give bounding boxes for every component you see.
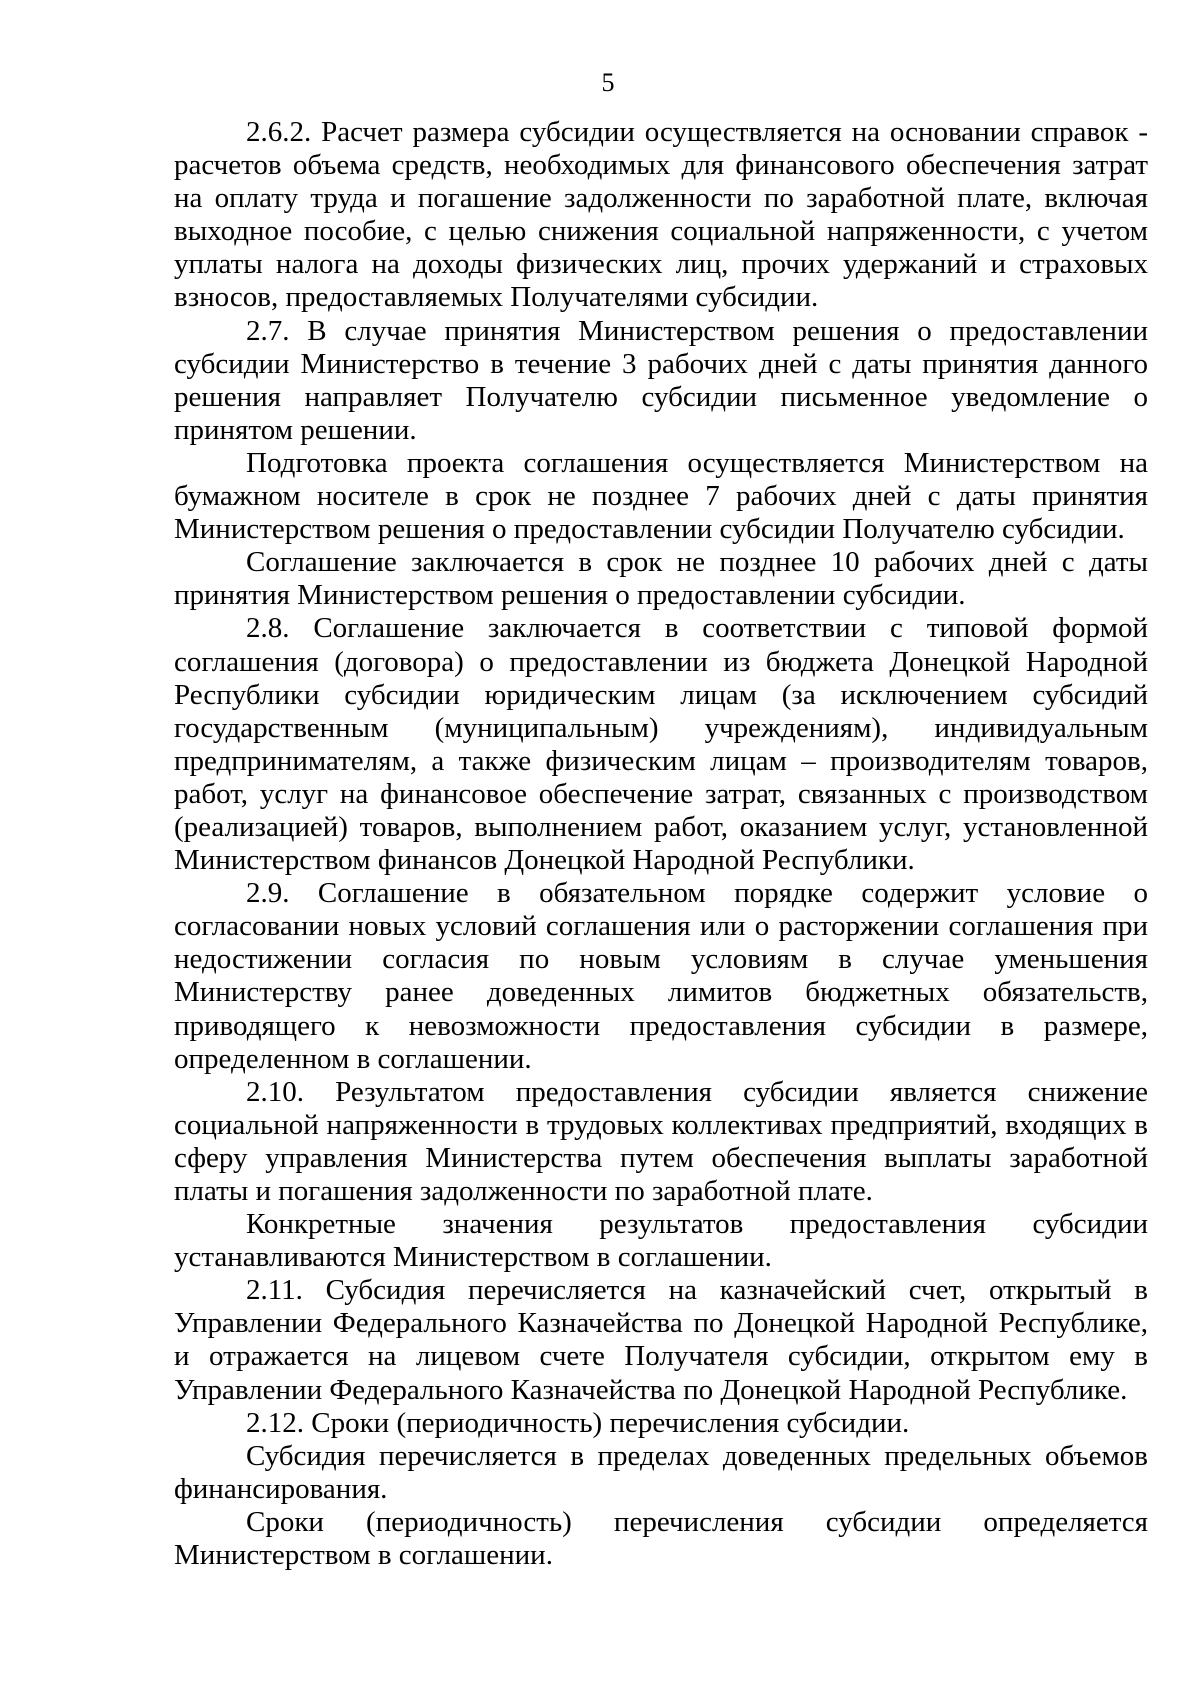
paragraph-result-values: Конкретные значения результатов предоставления субсидии устанавливаются Министерством в соглашении. <box>174 1208 1148 1274</box>
paragraph-2-7: 2.7. В случае принятия Министерством решения о предоставлении субсидии Министерство в течение 3 рабочих дней с даты принятия данного решения направляет Получателю субсидии письменное уведомление о принятом решении. <box>174 314 1148 446</box>
paragraph-2-11: 2.11. Субсидия перечисляется на казначейский счет, открытый в Управлении Федерального Казначейства по Донецкой Народной Республике, и отражается на лицевом счете Получателя субсидии, открытом ему в Управлении Федерального Казначейства по Донецкой Народной Республике. <box>174 1274 1148 1406</box>
paragraph-transfer-terms: Сроки (периодичность) перечисления субсидии определяется Министерством в соглашении. <box>174 1505 1148 1572</box>
paragraph-2-9: 2.9. Соглашение в обязательном порядке содержит условие о согласовании новых условий соглашения или о расторжении соглашения при недостижении согласия по новым условиям в случае уменьшения Министерству ранее доведенных лимитов бюджетных обязательств, приводящего к невозможности предоставления субсидии в размере, определенном в соглашении. <box>174 877 1148 1075</box>
paragraph-2-8: 2.8. Соглашение заключается в соответствии с типовой формой соглашения (договора) о предоставлении из бюджета Донецкой Народной Республики субсидии юридическим лицам (за исключением субсидий государственным (муниципальным) учреждениям), индивидуальным предпринимателям, а также физическим лицам – производителям товаров, работ, услуг на финансовое обеспечение затрат, связанных с производством (реализацией) товаров, выполнением работ, оказанием услуг, установленной Министерством финансов Донецкой Народной Республики. <box>174 612 1148 877</box>
paragraph-2-12: 2.12. Сроки (периодичность) перечисления субсидии. <box>246 1406 910 1439</box>
paragraph-draft-agreement: Подготовка проекта соглашения осуществляется Министерством на бумажном носителе в срок не позднее 7 рабочих дней с даты принятия Министерством решения о предоставлении субсидии Получателю субсидии. <box>174 446 1148 546</box>
paragraph-2-6-2: 2.6.2. Расчет размера субсидии осуществляется на основании справок - расчетов объема средств, необходимых для финансового обеспечения затрат на оплату труда и погашение задолженности по заработной плате, включая выходное пособие, с целью снижения социальной напряженности, с учетом уплаты налога на доходы физических лиц, прочих удержаний и страховых взносов, предоставляемых Получателями субсидии. <box>174 116 1148 314</box>
page-number: 5 <box>601 68 615 97</box>
paragraph-2-10: 2.10. Результатом предоставления субсидии является снижение социальной напряженности в трудовых коллективах предприятий, входящих в сферу управления Министерства путем обеспечения выплаты заработной платы и погашения задолженности по заработной плате. <box>174 1075 1148 1207</box>
paragraph-subsidy-limits: Субсидия перечисляется в пределах доведенных предельных объемов финансирования. <box>174 1439 1148 1505</box>
document-body <box>174 116 1148 1572</box>
paragraph-agreement-term: Соглашение заключается в срок не позднее 10 рабочих дней с даты принятия Министерством решения о предоставлении субсидии. <box>174 546 1148 612</box>
